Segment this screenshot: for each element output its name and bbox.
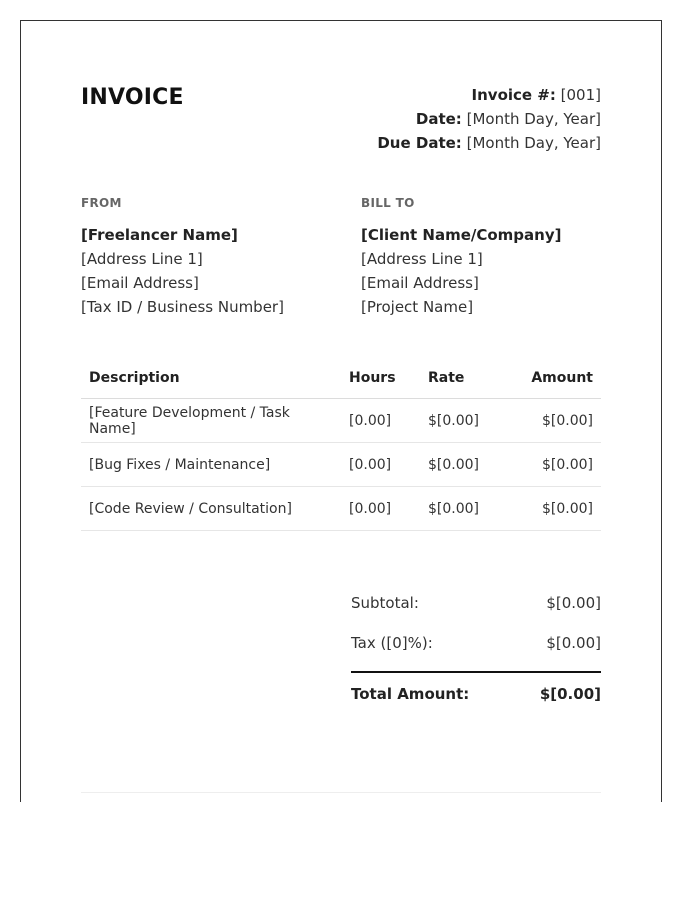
item-description: [Code Review / Consultation] (89, 500, 292, 517)
item-rate: $[0.00] (428, 456, 480, 473)
table-row (81, 487, 601, 531)
invoice-number-value: [001] (560, 86, 601, 104)
invoice-date-label: Date: (415, 110, 462, 128)
invoice-content (81, 21, 601, 803)
header-rate: Rate (428, 369, 465, 386)
item-amount: $[0.00] (541, 456, 593, 473)
table-row (81, 399, 601, 443)
from-address: [Address Line 1] (81, 250, 203, 268)
invoice-date-line (377, 107, 601, 131)
from-tax-id: [Tax ID / Business Number] (81, 298, 284, 316)
item-amount: $[0.00] (541, 412, 593, 429)
from-heading: FROM (81, 196, 122, 210)
invoice-title: INVOICE (81, 85, 184, 110)
tax-label: Tax ([0]%): (351, 634, 433, 652)
item-hours: [0.00] (349, 500, 392, 517)
item-rate: $[0.00] (428, 412, 480, 429)
bill-to-block (361, 195, 561, 319)
table-row (81, 443, 601, 487)
invoice-due-date-line (377, 131, 601, 155)
from-block (81, 195, 284, 319)
from-email: [Email Address] (81, 274, 199, 292)
item-description: [Bug Fixes / Maintenance] (89, 456, 271, 473)
item-rate: $[0.00] (428, 500, 480, 517)
total-amount-row (351, 673, 601, 715)
invoice-sheet (20, 20, 662, 802)
invoice-number-label: Invoice #: (471, 86, 556, 104)
invoice-due-date-value: [Month Day, Year] (466, 134, 601, 152)
item-amount: $[0.00] (541, 500, 593, 517)
total-amount-label: Total Amount: (351, 685, 470, 703)
item-description: [Feature Development / Task Name] (89, 404, 290, 437)
header-amount: Amount (531, 369, 593, 386)
bill-to-project: [Project Name] (361, 298, 474, 316)
invoice-number-line (377, 83, 601, 107)
bill-to-address: [Address Line 1] (361, 250, 483, 268)
footer-divider (81, 792, 601, 793)
item-hours: [0.00] (349, 456, 392, 473)
item-hours: [0.00] (349, 412, 392, 429)
header-description: Description (89, 369, 180, 386)
table-header-row (81, 357, 601, 399)
tax-row (351, 623, 601, 663)
totals-block (351, 583, 601, 715)
client-name: [Client Name/Company] (361, 226, 562, 244)
bill-to-heading: BILL TO (361, 196, 415, 210)
tax-value: $[0.00] (546, 634, 601, 652)
subtotal-value: $[0.00] (546, 594, 601, 612)
subtotal-row (351, 583, 601, 623)
total-amount-value: $[0.00] (539, 685, 601, 703)
invoice-parties (81, 195, 601, 325)
line-items-table (81, 357, 601, 531)
freelancer-name: [Freelancer Name] (81, 226, 238, 244)
bill-to-email: [Email Address] (361, 274, 479, 292)
invoice-due-date-label: Due Date: (377, 134, 462, 152)
invoice-meta (377, 83, 601, 155)
invoice-date-value: [Month Day, Year] (466, 110, 601, 128)
header-hours: Hours (349, 369, 396, 386)
subtotal-label: Subtotal: (351, 594, 419, 612)
